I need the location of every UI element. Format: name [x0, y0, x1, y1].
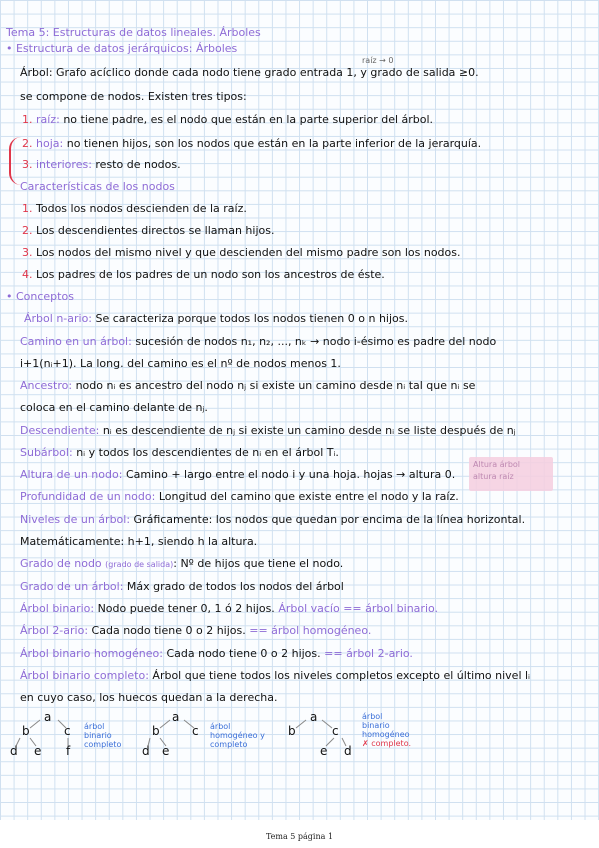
- concept-text: Gráficamente: los nodos que quedan por encima de la línea horizontal.: [133, 513, 526, 526]
- page-title: Tema 5: Estructuras de datos lineales. Árboles: [6, 26, 261, 39]
- concept-depth: [20, 490, 599, 504]
- concept-text: Se caracteriza porque todos los nodos tienen 0 o n hijos.: [95, 312, 409, 325]
- concept-extra: Árbol vacío == árbol binario.: [278, 602, 439, 615]
- tree-label-line: completo: [84, 740, 122, 749]
- concept-text: Máx grado de todos los nodos del árbol: [126, 580, 344, 593]
- concept-text: nᵢ y todos los descendientes de nᵢ en el árbol Tᵢ.: [76, 446, 339, 459]
- node-type-text: no tiene padre, es el nodo que están en la parte superior del árbol.: [63, 113, 434, 126]
- tree-node: a: [310, 710, 318, 724]
- concept-levels: [20, 513, 599, 527]
- concept-term: Camino en un árbol:: [20, 335, 132, 348]
- tree-node: c: [192, 724, 199, 738]
- tree-node: d: [344, 744, 352, 758]
- tree-label-line: homogéneo y: [210, 731, 265, 740]
- concept-2ary: [20, 624, 599, 638]
- concept-term: Árbol binario completo:: [20, 669, 149, 682]
- tree-definition-label: Árbol:: [20, 66, 53, 79]
- concept-text: i+1(nᵢ+1). La long. del camino es el nº de nodos menos 1.: [20, 357, 341, 370]
- section-heading-structures: • Estructura de datos jerárquicos: Árboles: [6, 42, 238, 55]
- red-bracket: [9, 137, 21, 185]
- tree-definition-text: Grafo acíclico donde cada nodo tiene grado entrada 1, y grado de salida ≥0.: [56, 66, 479, 79]
- concept-text: Camino + largo entre el nodo i y una hoja. hojas → altura 0.: [125, 468, 456, 481]
- concept-ancestor: [20, 379, 599, 393]
- feature-text: Los padres de los padres de un nodo son los ancestros de éste.: [36, 268, 385, 281]
- tree-node: e: [34, 744, 42, 758]
- tree-label: [362, 712, 411, 748]
- concept-text: Cada nodo tiene 0 o 2 hijos.: [91, 624, 246, 637]
- features-heading: Características de los nodos: [20, 180, 175, 193]
- concept-complete: [20, 669, 599, 683]
- tree-node: e: [320, 744, 328, 758]
- tree-node: e: [162, 744, 170, 758]
- feature-text: Los nodos del mismo nivel y que descienden del mismo padre son los nodos.: [36, 246, 461, 259]
- concept-term: Grado de nodo: [20, 557, 102, 570]
- concept-text: coloca en el camino delante de nⱼ.: [20, 401, 208, 414]
- feature-number: 3.: [22, 246, 33, 259]
- feature-item: [22, 224, 599, 238]
- tree-label-line: binario: [362, 721, 390, 730]
- tree-definition: [20, 66, 599, 80]
- concept-descendant: [20, 424, 599, 438]
- feature-text: Los descendientes directos se llaman hijos.: [36, 224, 275, 237]
- tree-node: a: [172, 710, 180, 724]
- concept-tree-degree: [20, 580, 599, 594]
- tree-node: c: [332, 724, 339, 738]
- feature-item: [22, 246, 599, 260]
- feature-number: 2.: [22, 224, 33, 237]
- tree-node: f: [66, 744, 71, 758]
- tree-label-line: árbol: [362, 712, 383, 721]
- concept-text: Longitud del camino que existe entre el nodo y la raíz.: [158, 490, 459, 503]
- concept-text: : Nº de hijos que tiene el nodo.: [173, 557, 344, 570]
- concept-node-degree: [20, 557, 599, 572]
- concept-term-note: (grado de salida): [105, 560, 174, 569]
- concept-text: Nodo puede tener 0, 1 ó 2 hijos.: [97, 602, 275, 615]
- feature-text: Todos los nodos descienden de la raíz.: [36, 202, 247, 215]
- node-type-number: 1.: [22, 113, 33, 126]
- node-type-number: 2.: [22, 137, 33, 150]
- tree-label: [210, 722, 265, 749]
- feature-item: [22, 268, 599, 282]
- concept-nary: [24, 312, 599, 326]
- side-note-line: altura raíz: [473, 472, 514, 481]
- node-type-text: no tienen hijos, son los nodos que están en la parte inferior de la jerarquía.: [66, 137, 482, 150]
- concept-ancestor-cont: [20, 401, 599, 415]
- node-type-number: 3.: [22, 158, 33, 171]
- concept-term: Niveles de un árbol:: [20, 513, 131, 526]
- concept-term: Altura de un nodo:: [20, 468, 123, 481]
- tree-node: a: [44, 710, 52, 724]
- concept-text: en cuyo caso, los huecos quedan a la derecha.: [20, 691, 278, 704]
- concept-term: Subárbol:: [20, 446, 73, 459]
- side-note-line: Altura árbol: [473, 460, 521, 469]
- concept-term: Descendiente:: [20, 424, 100, 437]
- tree-examples: [0, 708, 599, 778]
- concept-term: Árbol binario:: [20, 602, 95, 615]
- node-type-root: [22, 113, 599, 127]
- root-annotation: raíz → 0: [362, 56, 394, 65]
- tree-node: d: [10, 744, 18, 758]
- concept-path-cont: [20, 357, 599, 371]
- node-type-name: raíz:: [36, 113, 60, 126]
- tree-label: [84, 722, 121, 749]
- concept-levels-math: [20, 535, 599, 549]
- concept-path: [20, 335, 599, 349]
- concept-term: Árbol binario homogéneo:: [20, 647, 163, 660]
- concept-binary: [20, 602, 599, 616]
- tree-node: b: [22, 724, 30, 738]
- node-type-name: interiores:: [36, 158, 92, 171]
- tree-node: b: [152, 724, 160, 738]
- concept-complete-cont: [20, 691, 599, 705]
- feature-number: 4.: [22, 268, 33, 281]
- concept-text: nodo nᵢ es ancestro del nodo nⱼ si existe un camino desde nᵢ tal que nᵢ se: [75, 379, 476, 392]
- tree-label-line: binario: [84, 731, 112, 740]
- feature-number: 1.: [22, 202, 33, 215]
- concept-term: Árbol 2-ario:: [20, 624, 89, 637]
- concept-text: nᵢ es descendiente de nⱼ si existe un camino desde nᵢ se liste después de nⱼ: [102, 424, 516, 437]
- node-type-interior: [22, 158, 599, 172]
- node-type-leaf: [22, 137, 599, 151]
- tree-label-line: árbol: [210, 722, 231, 731]
- concept-extra: == árbol homogéneo.: [249, 624, 372, 637]
- concept-text: Árbol que tiene todos los niveles completos excepto el último nivel lᵢ: [152, 669, 531, 682]
- node-type-name: hoja:: [36, 137, 64, 150]
- concept-term: Grado de un árbol:: [20, 580, 124, 593]
- page-footer: Tema 5 página 1: [265, 832, 334, 841]
- concept-term: Ancestro:: [20, 379, 73, 392]
- concept-text: sucesión de nodos n₁, n₂, ..., nₖ → nodo i-ésimo es padre del nodo: [135, 335, 497, 348]
- concept-text: Matemáticamente: h+1, siendo h la altura.: [20, 535, 258, 548]
- section-heading-concepts: • Conceptos: [6, 290, 74, 303]
- composition-text: se compone de nodos. Existen tres tipos:: [20, 90, 247, 103]
- tree-label-line: árbol: [84, 722, 105, 731]
- node-type-text: resto de nodos.: [95, 158, 181, 171]
- tree-label-line: homogéneo: [362, 730, 410, 739]
- tree-node: b: [288, 724, 296, 738]
- height-side-note: [469, 457, 553, 491]
- feature-item: [22, 202, 599, 216]
- tree-node: d: [142, 744, 150, 758]
- tree-label-negation: ✗ completo.: [362, 739, 411, 748]
- tree-node: c: [64, 724, 71, 738]
- tree-label-line: completo: [210, 740, 248, 749]
- concept-extra: == árbol 2-ario.: [324, 647, 413, 660]
- concept-homogeneous: [20, 647, 599, 661]
- concept-text: Cada nodo tiene 0 o 2 hijos.: [166, 647, 321, 660]
- concept-term: Profundidad de un nodo:: [20, 490, 156, 503]
- concept-term: Árbol n-ario:: [24, 312, 93, 325]
